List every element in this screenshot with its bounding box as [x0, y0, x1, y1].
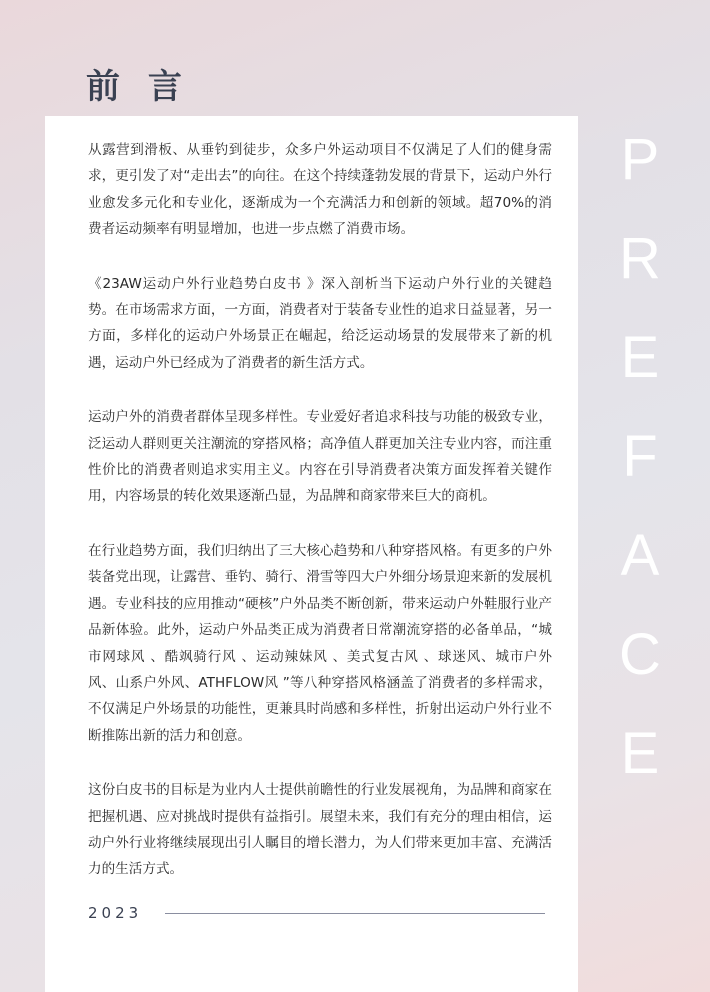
preface-vertical-word — [605, 110, 675, 803]
paragraph: 这份白皮书的目标是为业内人士提供前瞻性的行业发展视角，为品牌和商家在把握机遇、应对挑战时提供有益指引。展望未来，我们有充分的理由相信，运动户外行业将继续展现出引人瞩目的增长潜力，为人们带来更加丰富、充满活力的生活方式。 — [88, 782, 552, 878]
preface-body — [88, 137, 552, 911]
footer-divider — [165, 913, 545, 914]
paragraph: 从露营到滑板、从垂钓到徒步，众多户外运动项目不仅满足了人们的健身需求，更引发了对“走出去”的向往。在这个持续蓬勃发展的背景下，运动户外行业愈发多元化和专业化，逐渐成为一个充满活力和创新的领域。超70%的消费者运动频率有明显增加，也进一步点燃了消费市场。 — [88, 142, 552, 238]
side-letter: E — [620, 325, 660, 390]
side-letter: E — [620, 721, 660, 786]
side-letter: P — [620, 127, 660, 192]
side-letter: C — [619, 622, 661, 687]
year-label: 2023 — [88, 904, 143, 922]
paragraph: 在行业趋势方面，我们归纳出了三大核心趋势和八种穿搭风格。有更多的户外装备党出现，让露营、垂钓、骑行、滑雪等四大户外细分场景迎来新的发展机遇。专业科技的应用推动“硬核”户外品类不断创新，带来运动户外鞋服行业产品新体验。此外，运动户外品类正成为消费者日常潮流穿搭的必备单品，“城市网球风 、酷飒骑行风 、运动辣妹风 、美式复古风 、球迷风、城市户外风、山系户外风、ATHFLOW风 ”等八种穿搭风格涵盖了消费者的多样需求，不仅满足户外场景的功能性，更兼具时尚感和多样性，折射出运动户外行业不断推陈出新的活力和创意。 — [88, 542, 552, 744]
paragraph: 运动户外的消费者群体呈现多样性。专业爱好者追求科技与功能的极致专业，泛运动人群则更关注潮流的穿搭风格；高净值人群更加关注专业内容，而注重性价比的消费者则追求实用主义。内容在引导消费者决策方面发挥着关键作用，内容场景的转化效果逐渐凸显，为品牌和商家带来巨大的商机。 — [88, 409, 552, 505]
paragraph: 《23AW运动户外行业趋势白皮书 》深入剖析当下运动户外行业的关键趋势。在市场需求方面，一方面，消费者对于装备专业性的追求日益显著，另一方面，多样化的运动户外场景正在崛起，给泛运动场景的发展带来了新的机遇，运动户外已经成为了消费者的新生活方式。 — [88, 275, 552, 371]
page-title: 前 言 — [86, 67, 190, 107]
side-letter: F — [622, 424, 658, 489]
side-letter: R — [619, 226, 661, 291]
side-letter: A — [620, 523, 660, 588]
